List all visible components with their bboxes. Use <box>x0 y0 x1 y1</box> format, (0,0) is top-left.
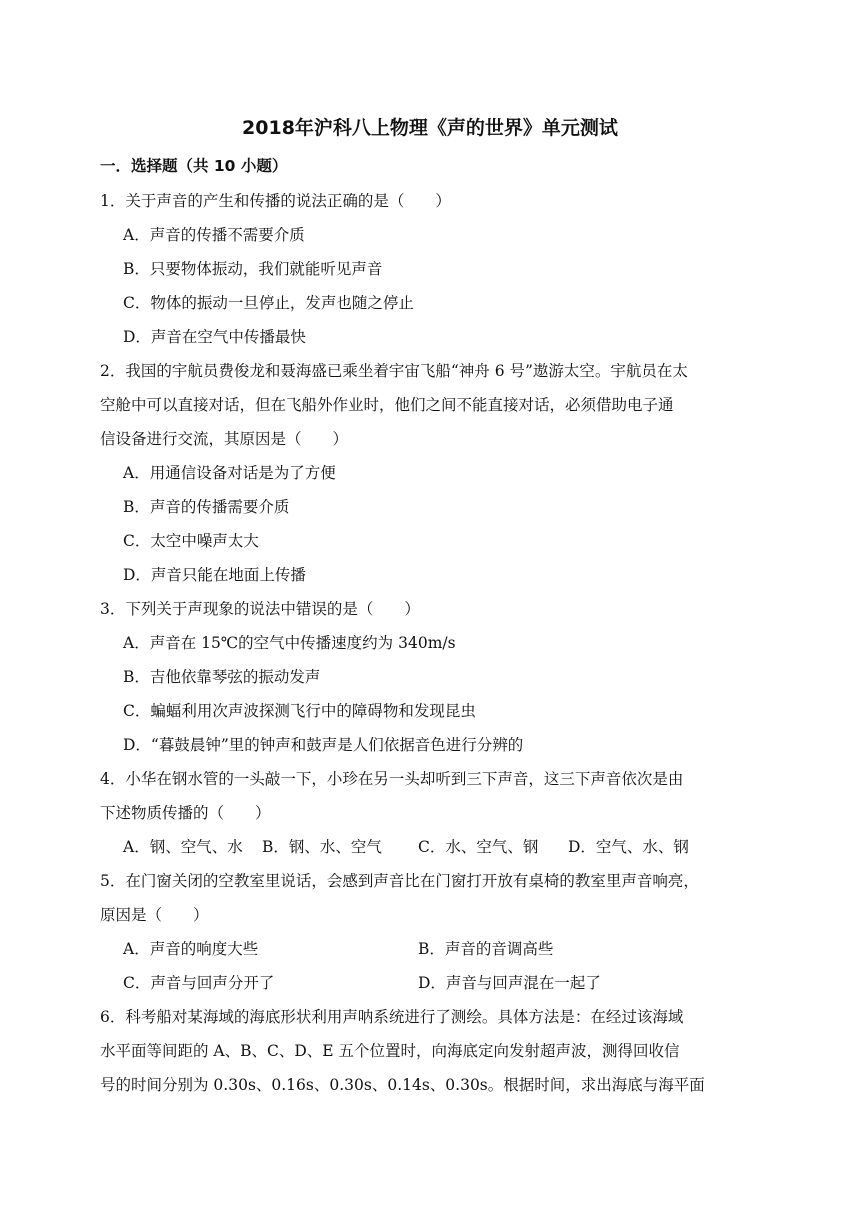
question-5-line-2: 原因是（ ） <box>100 906 209 924</box>
q4-option-b: B．钢、水、空气 <box>262 838 382 856</box>
q1-option-a: A．声音的传播不需要介质 <box>123 226 305 244</box>
question-4-line-1: 4．小华在钢水管的一头敲一下，小珍在另一头却听到三下声音，这三下声音依次是由 <box>100 770 684 788</box>
question-6-line-2: 水平面等间距的 A、B、C、D、E 五个位置时，向海底定向发射超声波，测得回收信 <box>100 1042 680 1060</box>
question-3-stem: 3．下列关于声现象的说法中错误的是（ ） <box>100 600 420 618</box>
q1-option-d: D．声音在空气中传播最快 <box>123 328 306 346</box>
q1-option-c: C．物体的振动一旦停止，发声也随之停止 <box>123 294 414 312</box>
question-2-line-2: 空舱中可以直接对话，但在飞船外作业时，他们之间不能直接对话，必须借助电子通 <box>100 396 674 414</box>
q5-option-b: B．声音的音调高些 <box>418 940 554 958</box>
question-2-line-1: 2．我国的宇航员费俊龙和聂海盛已乘坐着宇宙飞船“神舟 6 号”遨游太空。宇航员在太 <box>100 362 688 380</box>
q2-option-d: D．声音只能在地面上传播 <box>123 566 306 584</box>
q2-option-a: A．用通信设备对话是为了方便 <box>123 464 336 482</box>
q4-option-c: C．水、空气、钢 <box>418 838 539 856</box>
q5-option-a: A．声音的响度大些 <box>123 940 259 958</box>
q4-option-d: D．空气、水、钢 <box>568 838 689 856</box>
q1-option-b: B．只要物体振动，我们就能听见声音 <box>123 260 383 278</box>
question-2-line-3: 信设备进行交流，其原因是（ ） <box>100 430 349 448</box>
q2-option-c: C．太空中噪声太大 <box>123 532 259 550</box>
question-4-line-2: 下述物质传播的（ ） <box>100 804 271 822</box>
q3-option-c: C．蝙蝠利用次声波探测飞行中的障碍物和发现昆虫 <box>123 702 476 720</box>
question-1-stem: 1．关于声音的产生和传播的说法正确的是（ ） <box>100 192 451 210</box>
q5-option-d: D．声音与回声混在一起了 <box>418 974 601 992</box>
q5-option-c: C．声音与回声分开了 <box>123 974 275 992</box>
question-6-line-1: 6．科考船对某海域的海底形状利用声呐系统进行了测绘。具体方法是：在经过该海域 <box>100 1008 684 1026</box>
document-title: 2018年沪科八上物理《声的世界》单元测试 <box>242 117 618 139</box>
q4-option-a: A．钢、空气、水 <box>123 838 243 856</box>
q3-option-a: A．声音在 15℃的空气中传播速度约为 340m/s <box>123 634 456 652</box>
q3-option-b: B．吉他依靠琴弦的振动发声 <box>123 668 321 686</box>
question-5-line-1: 5．在门窗关闭的空教室里说话，会感到声音比在门窗打开放有桌椅的教室里声音响亮， <box>100 872 699 890</box>
question-6-line-3: 号的时间分别为 0.30s、0.16s、0.30s、0.14s、0.30s。根据时间，求出海底与海平面 <box>100 1076 705 1094</box>
section-heading: 一．选择题（共 10 小题） <box>100 157 288 175</box>
q2-option-b: B．声音的传播需要介质 <box>123 498 290 516</box>
q3-option-d: D．“暮鼓晨钟”里的钟声和鼓声是人们依据音色进行分辨的 <box>123 736 524 754</box>
